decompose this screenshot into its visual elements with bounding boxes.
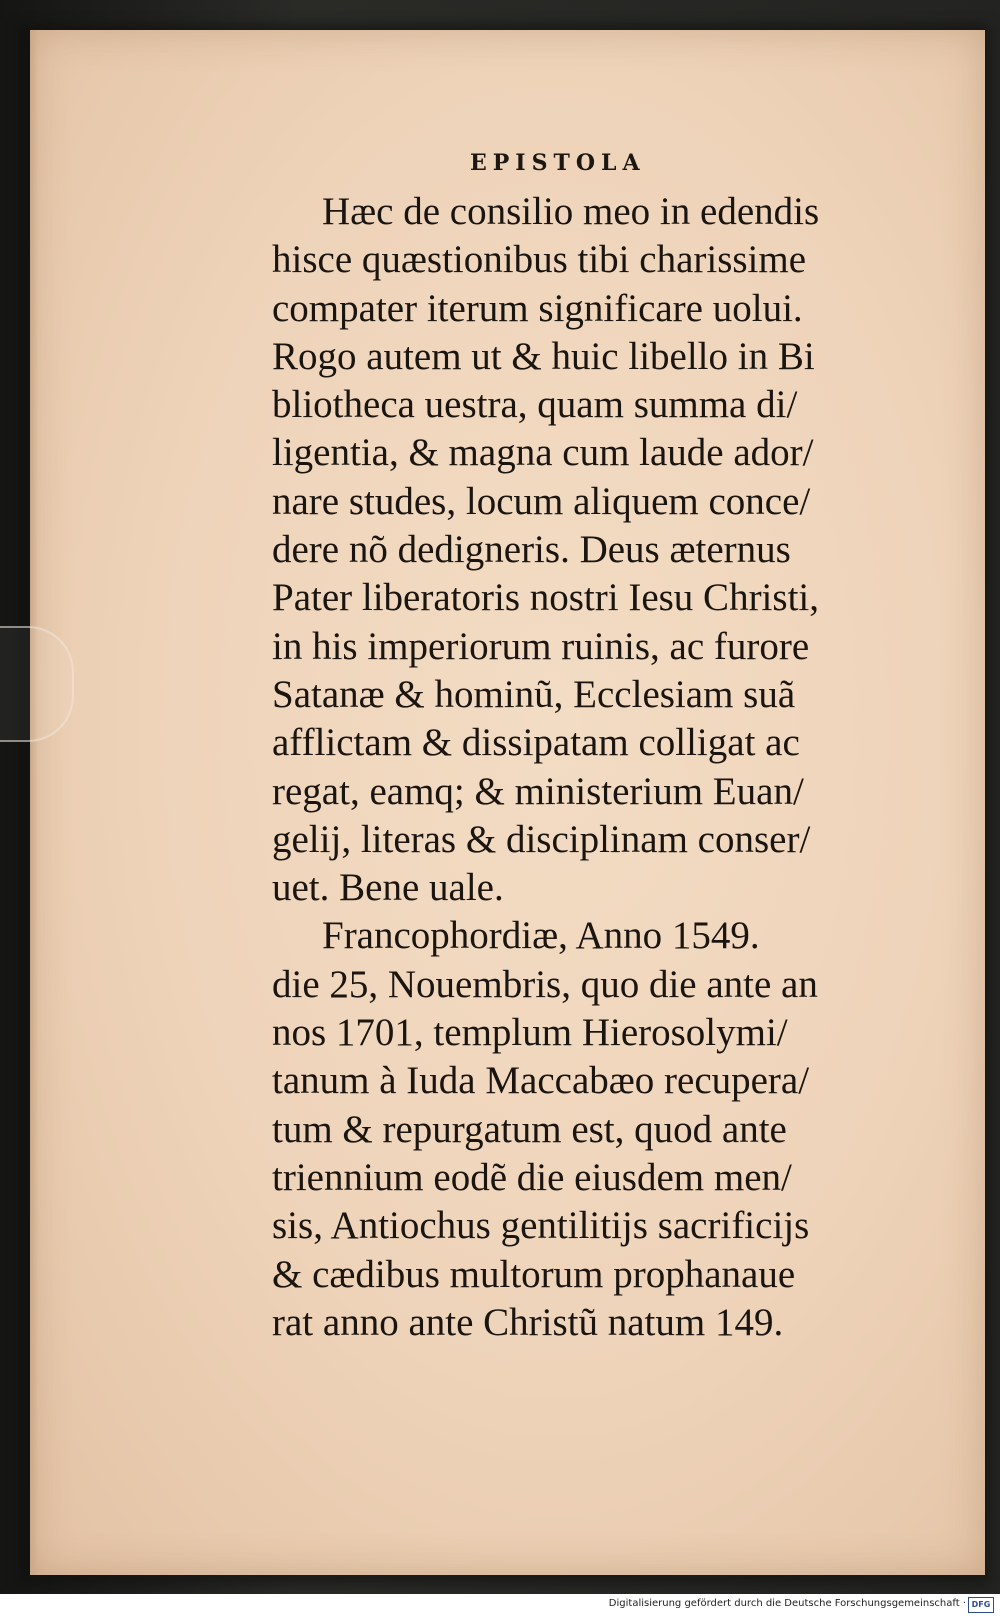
text-line: uet. Bene uale. xyxy=(272,866,504,910)
text-line: compater iterum significare uolui. xyxy=(272,286,803,330)
dfg-logo: DFG xyxy=(968,1597,994,1613)
text-line: triennium eodẽ die eiusdem men/ xyxy=(272,1155,792,1199)
text-line: Satanæ & hominũ, Ecclesiam suã xyxy=(272,672,796,716)
text-line: in his imperiorum ruinis, ac furore xyxy=(272,624,810,668)
text-line: Pater liberatoris nostri Iesu Christi, xyxy=(272,576,819,620)
text-line: hisce quæstionibus tibi charissime xyxy=(272,238,807,282)
text-line: tanum à Iuda Maccabæo recupera/ xyxy=(272,1059,810,1103)
text-line: nare studes, locum aliquem conce/ xyxy=(272,479,811,523)
text-line: gelij, literas & disciplinam conser/ xyxy=(272,817,811,861)
text-line: die 25, Nouembris, quo die ante an xyxy=(272,962,818,1006)
text-line: afflictam & dissipatam colligat ac xyxy=(272,721,800,765)
page-edge xyxy=(30,30,38,1575)
text-line: & cædibus multorum prophanaue xyxy=(272,1252,796,1296)
funding-credit: Digitalisierung gefördert durch die Deutsche Forschungsgemeinschaft · xyxy=(608,1598,966,1609)
text-line: Rogo autem ut & huic libello in Bi xyxy=(272,334,815,378)
text-line: bliotheca uestra, quam summa di/ xyxy=(272,383,798,427)
text-line: Francophordiæ, Anno 1549. xyxy=(322,914,760,958)
letter-body xyxy=(272,188,892,1347)
scanner-clip-tab xyxy=(0,626,74,742)
text-line: rat anno ante Christũ natum 149. xyxy=(272,1300,784,1344)
text-line: nos 1701, templum Hierosolymi/ xyxy=(272,1011,788,1055)
text-line: tum & repurgatum est, quod ante xyxy=(272,1107,787,1151)
text-line: sis, Antiochus gentilitijs sacrificijs xyxy=(272,1204,810,1248)
running-head: EPISTOLA xyxy=(470,150,646,176)
text-line: ligentia, & magna cum laude ador/ xyxy=(272,431,814,475)
text-line: Hæc de consilio meo in edendis xyxy=(322,190,820,233)
text-line: regat, eamq; & ministerium Euan/ xyxy=(272,769,804,813)
text-line: dere nõ dedigneris. Deus æternus xyxy=(272,528,791,572)
